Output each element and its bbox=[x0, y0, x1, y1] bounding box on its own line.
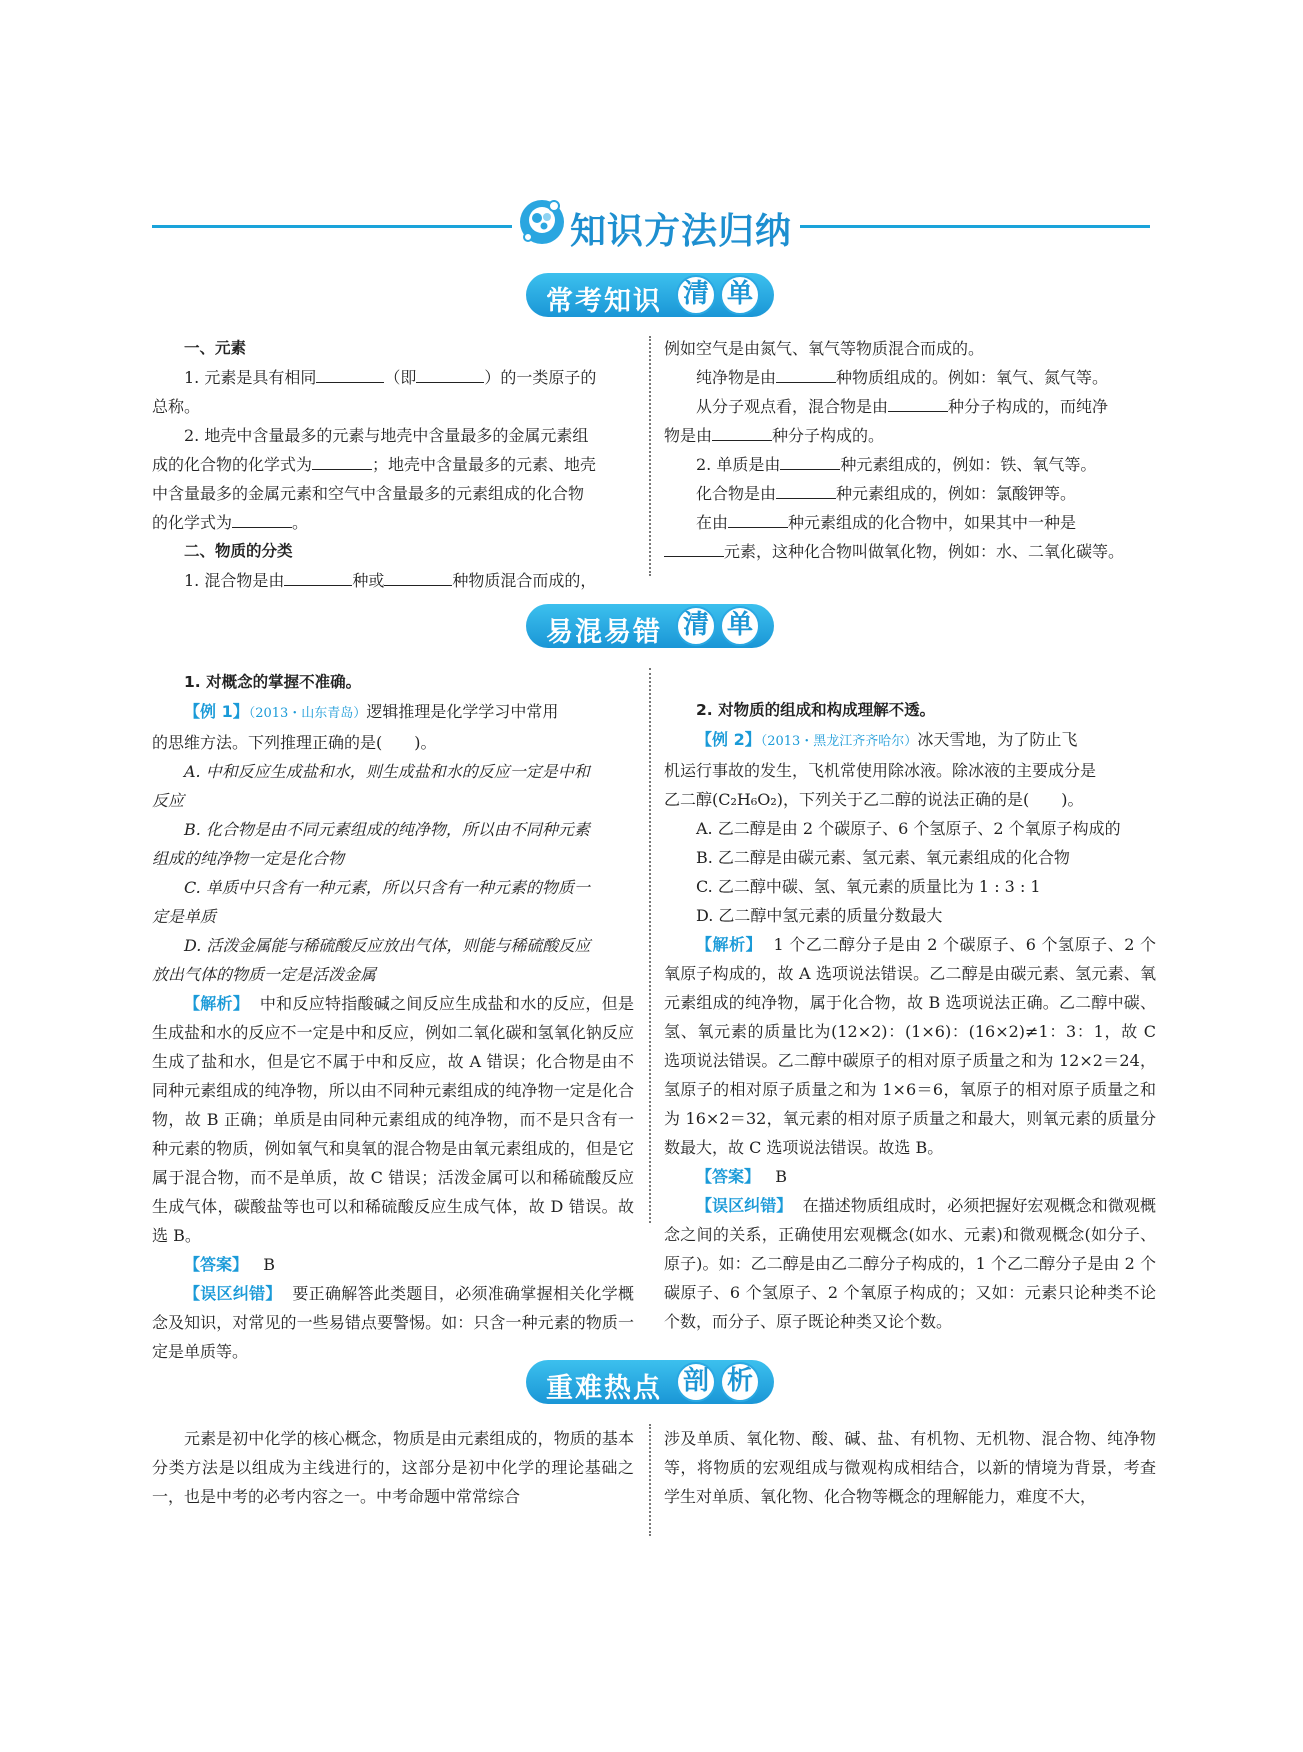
answer-tag: 【答案】 bbox=[184, 1255, 249, 1274]
analysis: 【解析】 1 个乙二醇分子是由 2 个碳原子、6 个氢原子、2 个氧原子构成的，故 A 选项说法错误。乙二醇是由碳元素、氢元素、氧元素组成的纯净物，属于化合物，故 B 选项说法正确。乙二醇中碳、氢、氧元素的质量比为(12×2)：(1×6)：(16×2)≠1：3：1，故 C 选项说法错误。乙二醇中碳原子的相对原子质量之和为 12×2＝24，氢原子的相对原子质量之和为 1×6＝6，氧原子的相对原子质量之和为 16×2＝32，氧元素的相对原子质量之和最大，则氧元素的质量分数最大，故 C 选项说法错误。故选 B。 bbox=[664, 935, 1157, 1157]
s3-right-column bbox=[664, 1424, 1156, 1511]
banner-key-analysis bbox=[526, 1360, 774, 1404]
column-divider bbox=[649, 336, 651, 576]
paragraph: 乙二醇(C₂H₆O₂)，下列关于乙二醇的说法正确的是( )。 bbox=[664, 790, 1084, 809]
paragraph: 的思维方法。下列推理正确的是( )。 bbox=[152, 733, 437, 752]
column-divider bbox=[649, 1424, 651, 1536]
banner-confusing-errors bbox=[526, 604, 774, 648]
banner-bubble-1: 清 bbox=[676, 606, 716, 646]
paragraph: 纯净物是由 种物质组成的。例如：氧气、氮气等。 bbox=[664, 363, 1156, 392]
fill-blank[interactable] bbox=[776, 365, 836, 383]
banner-bubble-1: 剖 bbox=[676, 1362, 716, 1402]
fill-blank[interactable] bbox=[780, 452, 840, 470]
fill-blank[interactable] bbox=[284, 568, 352, 586]
fill-blank[interactable] bbox=[416, 365, 484, 383]
banner-frequent-knowledge bbox=[526, 273, 774, 317]
paragraph: 元素，这种化合物叫做氧化物，例如：水、二氧化碳等。 bbox=[664, 537, 1156, 566]
example-2: 【例 2】（2013・黑龙江齐齐哈尔）冰天雪地，为了防止飞 bbox=[696, 730, 1078, 749]
option-d: D. 活泼金属能与稀硫酸反应放出气体，则能与稀硫酸反应 bbox=[184, 936, 591, 955]
answer-tag: 【答案】 bbox=[696, 1167, 761, 1186]
error-tag: 【误区纠错】 bbox=[184, 1284, 282, 1303]
example-tag: 【例 1】 bbox=[184, 702, 249, 721]
header-rule-right bbox=[800, 225, 1150, 228]
s1-left-column bbox=[152, 334, 634, 595]
heading-composition-errors: 2. 对物质的组成和构成理解不透。 bbox=[696, 701, 936, 719]
example-source: （2013・黑龙江齐齐哈尔） bbox=[760, 734, 918, 749]
s2-right-column bbox=[664, 696, 1156, 1336]
option-d: D. 乙二醇中氢元素的质量分数最大 bbox=[696, 906, 943, 925]
paragraph: 2. 地壳中含量最多的元素与地壳中含量最多的金属元素组 bbox=[184, 426, 589, 445]
option-a: A. 乙二醇是由 2 个碳原子、6 个氢原子、2 个氧原子构成的 bbox=[696, 819, 1121, 838]
analysis-tag: 【解析】 bbox=[696, 935, 763, 954]
option-c-cont: 定是单质 bbox=[152, 907, 217, 926]
paragraph: 1. 混合物是由 种或 种物质混合而成的， bbox=[152, 566, 634, 595]
example-tag: 【例 2】 bbox=[696, 730, 761, 749]
analysis: 【解析】 中和反应特指酸碱之间反应生成盐和水的反应，但是生成盐和水的反应不一定是中和反应，例如二氧化碳和氢氧化钠反应生成了盐和水，但是它不属于中和反应，故 A 错误；化合物是由不同种元素组成的纯净物，所以由不同种元素组成的纯净物一定是化合物，故 B 正确；单质是由同种元素组成的纯净物，而不是只含有一种元素的物质，例如氧气和臭氧的混合物是由氧元素组成的，但是它属于混合物，而不是单质，故 C 错误；活泼金属可以和稀硫酸反应生成气体，碳酸盐等也可以和稀硫酸反应生成气体，故 D 错误。故选 B。 bbox=[152, 994, 634, 1245]
fill-blank[interactable] bbox=[888, 394, 948, 412]
banner-main-text: 易混易错 bbox=[546, 617, 662, 648]
fill-blank[interactable] bbox=[712, 423, 772, 441]
option-d-cont: 放出气体的物质一定是活泼金属 bbox=[152, 965, 377, 984]
answer: 【答案】 B bbox=[184, 1255, 276, 1274]
banner-main-text: 重难热点 bbox=[546, 1373, 662, 1404]
error-tag: 【误区纠错】 bbox=[696, 1196, 793, 1215]
paragraph: 中含量最多的金属元素和空气中含量最多的元素组成的化合物 bbox=[152, 484, 585, 503]
fill-blank[interactable] bbox=[232, 510, 292, 528]
paragraph: 2. 单质是由 种元素组成的，例如：铁、氧气等。 bbox=[664, 450, 1156, 479]
paragraph: 元素是初中化学的核心概念，物质是由元素组成的，物质的基本分类方法是以组成为主线进行的，这部分是初中化学的理论基础之一，也是中考的必考内容之一。中考命题中常常综合 bbox=[152, 1429, 634, 1506]
column-divider bbox=[649, 668, 651, 1223]
banner-bubble-2: 析 bbox=[720, 1362, 760, 1402]
example-source: （2013・山东青岛） bbox=[248, 706, 367, 721]
option-b-cont: 组成的纯净物一定是化合物 bbox=[152, 849, 345, 868]
paragraph: 物是由 种分子构成的。 bbox=[664, 421, 1156, 450]
option-a-cont: 反应 bbox=[152, 791, 185, 810]
banner-main-text: 常考知识 bbox=[546, 286, 662, 317]
option-b: B. 化合物是由不同元素组成的纯净物，所以由不同种元素 bbox=[184, 820, 590, 839]
analysis-tag: 【解析】 bbox=[184, 994, 250, 1013]
fill-blank[interactable] bbox=[312, 452, 372, 470]
paragraph: 1. 元素是具有相同 （即 ）的一类原子的 bbox=[152, 363, 634, 392]
paragraph: 例如空气是由氮气、氧气等物质混合而成的。 bbox=[664, 339, 985, 358]
fill-blank[interactable] bbox=[776, 481, 836, 499]
heading-concept-errors: 1. 对概念的掌握不准确。 bbox=[184, 673, 362, 691]
s1-right-column bbox=[664, 334, 1156, 566]
header-rule-left bbox=[152, 225, 512, 228]
paragraph: 化合物是由 种元素组成的，例如：氯酸钾等。 bbox=[664, 479, 1156, 508]
error-correction: 【误区纠错】 要正确解答此类题目，必须准确掌握相关化学概念及知识，对常见的一些易错点要警惕。如：只含一种元素的物质一定是单质等。 bbox=[152, 1284, 634, 1361]
s2-left-column bbox=[152, 668, 634, 1366]
heading-classification: 二、物质的分类 bbox=[184, 542, 293, 560]
banner-bubble-2: 单 bbox=[720, 606, 760, 646]
paragraph: 涉及单质、氧化物、酸、碱、盐、有机物、无机物、混合物、纯净物等，将物质的宏观组成与微观构成相结合，以新的情境为背景，考查学生对单质、氧化物、化合物等概念的理解能力，难度不大， bbox=[664, 1429, 1156, 1506]
paragraph: 的化学式为 。 bbox=[152, 508, 634, 537]
example-1: 【例 1】（2013・山东青岛）逻辑推理是化学学习中常用 bbox=[184, 702, 559, 721]
error-correction: 【误区纠错】 在描述物质组成时，必须把握好宏观概念和微观概念之间的关系，正确使用宏观概念(如水、元素)和微观概念(如分子、原子)。如：乙二醇是由乙二醇分子构成的，1 个乙二醇分子是由 2 个碳原子、6 个氢原子、2 个氧原子构成的；又如：元素只论种类不论个数，而分子、原子既论种类又论个数。 bbox=[664, 1196, 1156, 1331]
option-c: C. 乙二醇中碳、氢、氧元素的质量比为 1 : 3 : 1 bbox=[696, 877, 1041, 896]
molecule-icon bbox=[518, 198, 568, 246]
option-a: A. 中和反应生成盐和水，则生成盐和水的反应一定是中和 bbox=[184, 762, 590, 781]
option-c: C. 单质中只含有一种元素，所以只含有一种元素的物质一 bbox=[184, 878, 590, 897]
banner-bubble-2: 单 bbox=[720, 275, 760, 315]
paragraph: 从分子观点看，混合物是由 种分子构成的，而纯净 bbox=[664, 392, 1156, 421]
heading-elements: 一、元素 bbox=[184, 339, 247, 357]
paragraph: 成的化合物的化学式为 ；地壳中含量最多的元素、地壳 bbox=[152, 450, 634, 479]
s3-left-column bbox=[152, 1424, 634, 1511]
paragraph: 总称。 bbox=[152, 397, 201, 416]
paragraph: 在由 种元素组成的化合物中，如果其中一种是 bbox=[664, 508, 1156, 537]
fill-blank[interactable] bbox=[384, 568, 452, 586]
paragraph: 机运行事故的发生，飞机常使用除冰液。除冰液的主要成分是 bbox=[664, 761, 1097, 780]
fill-blank[interactable] bbox=[664, 539, 724, 557]
answer: 【答案】 B bbox=[696, 1167, 788, 1186]
fill-blank[interactable] bbox=[316, 365, 384, 383]
option-b: B. 乙二醇是由碳元素、氢元素、氧元素组成的化合物 bbox=[696, 848, 1070, 867]
page-title: 知识方法归纳 bbox=[570, 211, 793, 252]
fill-blank[interactable] bbox=[728, 510, 788, 528]
banner-bubble-1: 清 bbox=[676, 275, 716, 315]
